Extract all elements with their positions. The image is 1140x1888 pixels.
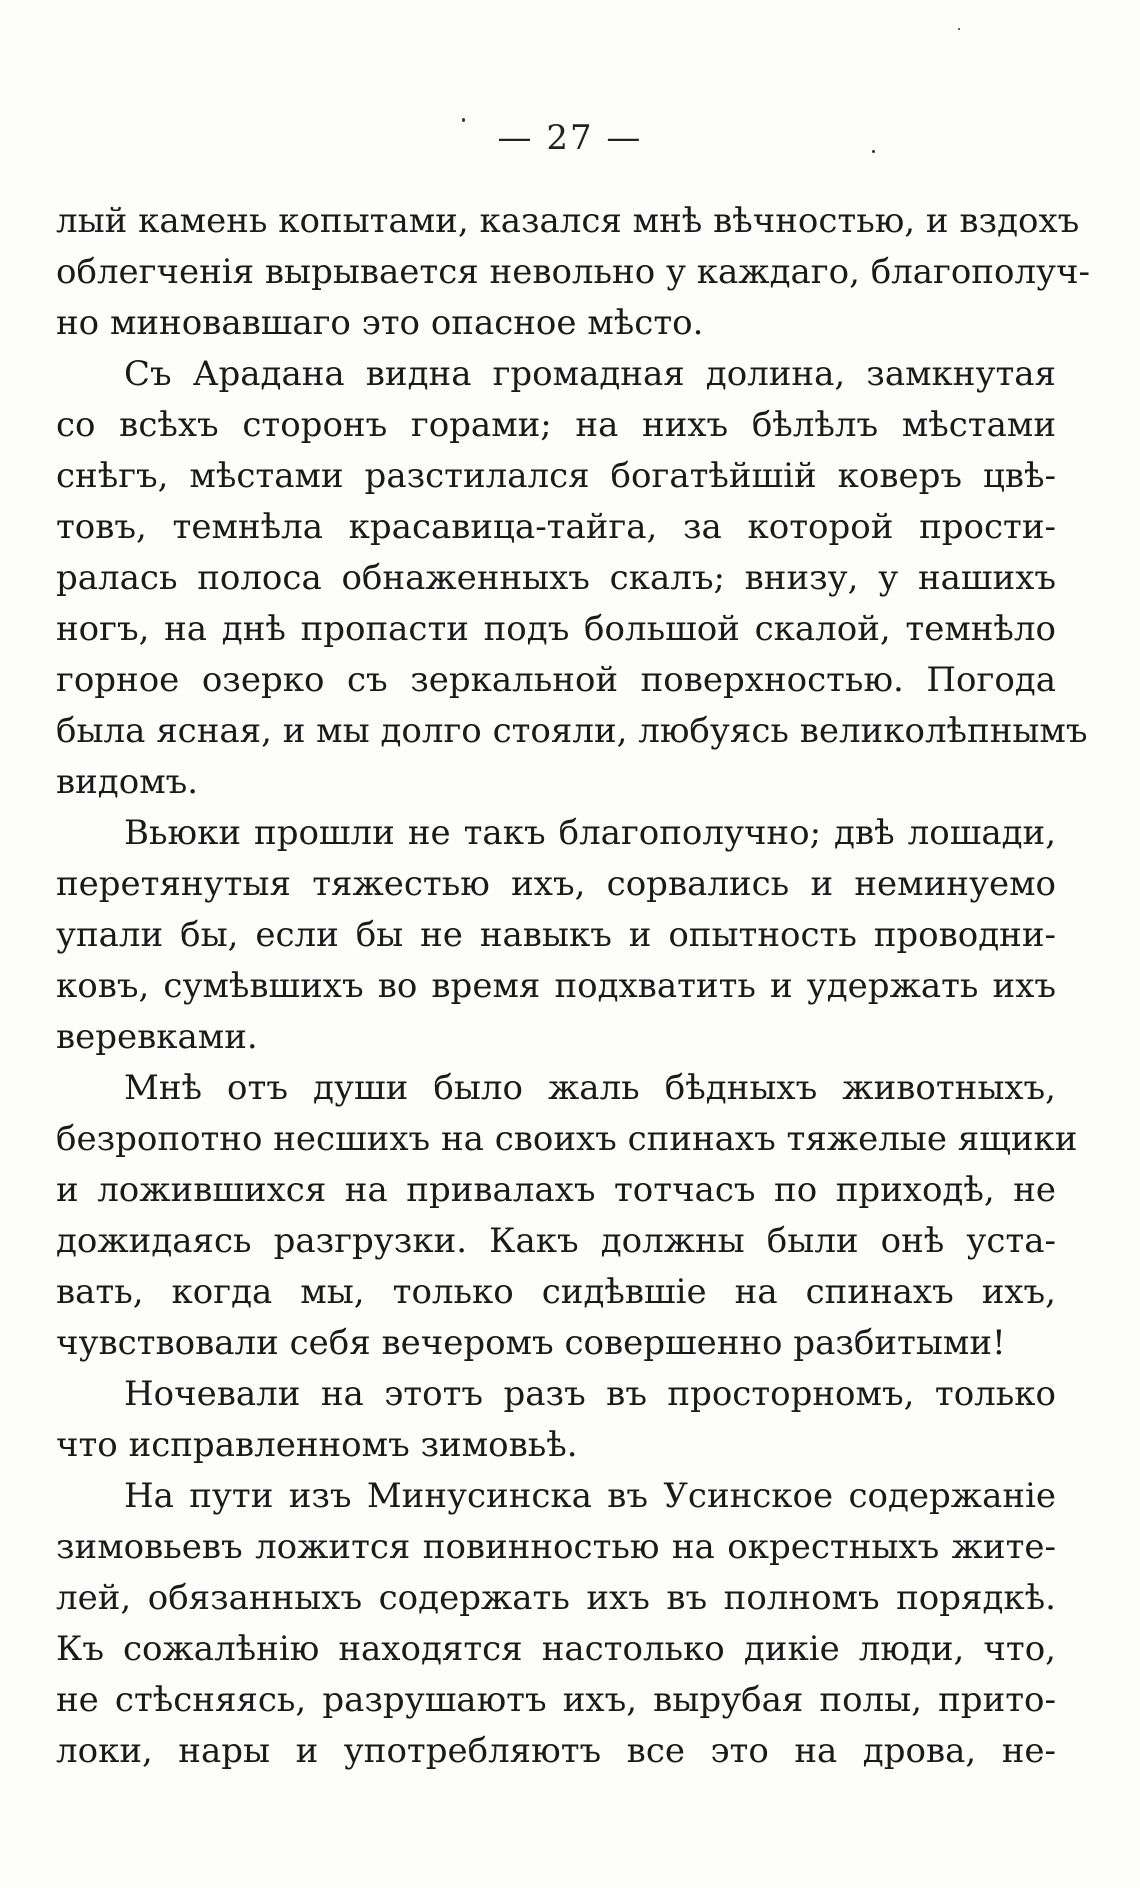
scan-speck <box>872 150 875 153</box>
text-line: веревками. <box>56 1017 258 1057</box>
page-number: — 27 — <box>497 118 643 158</box>
scan-speck <box>958 28 960 30</box>
text-line: Къ сожалѣнію находятся настолько дикіе люди, что, <box>56 1629 1056 1669</box>
paragraph-1 <box>56 196 1091 349</box>
text-line: ралась полоса обнаженныхъ скалъ; внизу, у нашихъ <box>56 558 1056 598</box>
text-line: товъ, темнѣла красавица-тайга, за которой прости- <box>56 507 1056 547</box>
text-line: перетянутыя тяжестью ихъ, сорвались и неминуемо <box>56 864 1056 904</box>
text-line: видомъ. <box>56 762 199 802</box>
text-line: На пути изъ Минусинска въ Усинское содержаніе <box>124 1476 1056 1516</box>
text-line: чувствовали себя вечеромъ совершенно разбитыми! <box>56 1323 1006 1363</box>
paragraph-3 <box>56 808 1056 1063</box>
text-line: Вьюки прошли не такъ благополучно; двѣ лошади, <box>124 813 1056 853</box>
text-line: ковъ, сумѣвшихъ во время подхватить и удержать ихъ <box>56 966 1056 1006</box>
text-line: со всѣхъ сторонъ горами; на нихъ бѣлѣлъ мѣстами <box>56 405 1056 445</box>
text-line: дожидаясь разгрузки. Какъ должны были онѣ уста- <box>56 1221 1056 1261</box>
text-line: безропотно несшихъ на своихъ спинахъ тяжелые ящики <box>56 1119 1078 1159</box>
paragraph-6 <box>56 1471 1056 1777</box>
text-line: Мнѣ отъ души было жаль бѣдныхъ животныхъ, <box>124 1068 1056 1108</box>
text-line: лый камень копытами, казался мнѣ вѣчностью, и вздохъ <box>56 201 1080 241</box>
text-line: и ложившихся на привалахъ тотчасъ по приходѣ, не <box>56 1170 1056 1210</box>
text-line: Ночевали на этотъ разъ въ просторномъ, только <box>124 1374 1056 1414</box>
text-line: локи, нары и употребляютъ все это на дрова, не- <box>56 1731 1056 1771</box>
paragraph-2 <box>56 349 1088 808</box>
text-line: была ясная, и мы долго стояли, любуясь великолѣпнымъ <box>56 711 1088 751</box>
text-line: не стѣсняясь, разрушаютъ ихъ, вырубая полы, прито- <box>56 1680 1056 1720</box>
text-line: зимовьевъ ложится повинностью на окрестныхъ жите- <box>56 1527 1056 1567</box>
text-line: облегченія вырывается невольно у каждаго, благополуч- <box>56 252 1091 292</box>
text-line: ногъ, на днѣ пропасти подъ большой скалой, темнѣло <box>56 609 1056 649</box>
text-line: но миновавшаго это опасное мѣсто. <box>56 303 704 343</box>
paragraph-4 <box>56 1063 1078 1369</box>
text-line: что исправленномъ зимовьѣ. <box>56 1425 578 1465</box>
text-line: горное озерко съ зеркальной поверхностью. Погода <box>56 660 1056 700</box>
text-line: упали бы, если бы не навыкъ и опытность проводни- <box>56 915 1056 955</box>
text-line: вать, когда мы, только сидѣвшіе на спинахъ ихъ, <box>56 1272 1056 1312</box>
text-line: лей, обязанныхъ содержать ихъ въ полномъ порядкѣ. <box>56 1578 1056 1618</box>
text-line: Съ Арадана видна громадная долина, замкнутая <box>124 354 1056 394</box>
paragraph-5 <box>56 1369 1056 1471</box>
body-text <box>56 196 1091 1777</box>
scan-speck <box>462 118 465 122</box>
text-line: снѣгъ, мѣстами разстилался богатѣйшій коверъ цвѣ- <box>56 456 1056 496</box>
